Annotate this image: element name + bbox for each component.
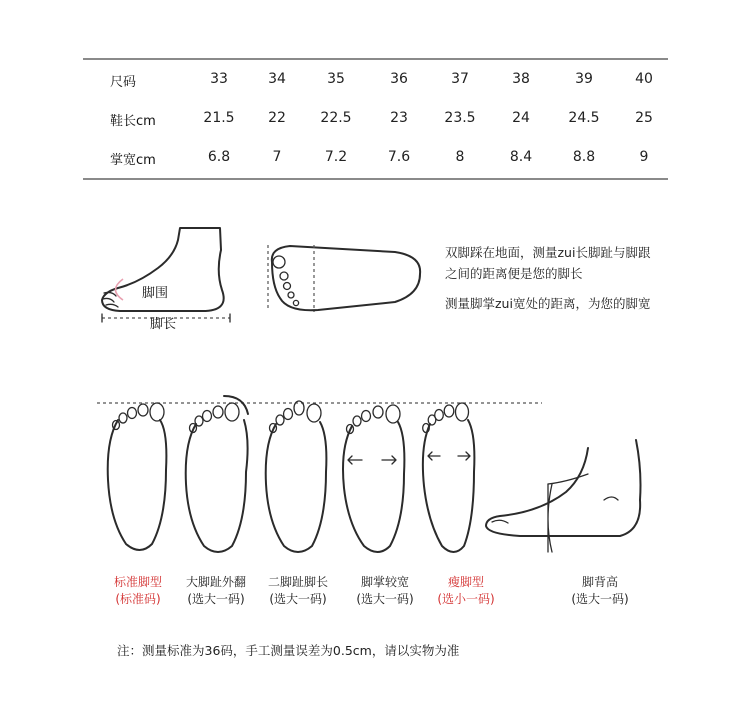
- cell: 7.6: [387, 149, 411, 165]
- cell: 25: [635, 110, 653, 126]
- foot-type-advice: (选小一码): [437, 592, 495, 606]
- foot-type-name: 标准脚型: [113, 575, 162, 589]
- length-label: 脚长: [150, 317, 177, 332]
- foot-standard-drawing: [108, 403, 167, 550]
- foot-type-thin: [421, 574, 511, 608]
- cell: 8.4: [509, 149, 533, 165]
- cell: 9: [639, 149, 649, 165]
- foot-type-wide: [340, 574, 430, 608]
- foot-type-advice: (选大一码): [187, 592, 245, 606]
- foot-type-advice: (选大一码): [356, 592, 414, 606]
- foot-type-name: 二脚趾脚长: [267, 575, 328, 589]
- instruction-line-3: 测量脚掌zui宽处的距离，为您的脚宽: [445, 296, 651, 311]
- cell: 24.5: [568, 110, 600, 126]
- cell: 23.5: [444, 110, 476, 126]
- cell: 8.8: [572, 149, 596, 165]
- foot-type-name: 脚掌较宽: [360, 575, 409, 589]
- girth-label: 脚围: [142, 286, 169, 301]
- row-label-width: 掌宽cm: [110, 153, 156, 168]
- instruction-line-2: 之间的距离便是您的脚长: [445, 266, 583, 281]
- foot-bunion-drawing: [186, 396, 248, 552]
- cell: 7: [272, 149, 282, 165]
- row-label-size: 尺码: [110, 75, 137, 90]
- cell: 38: [512, 71, 530, 87]
- cell: 33: [210, 71, 228, 87]
- cell: 40: [635, 71, 653, 87]
- foot-type-name: 大脚趾外翻: [185, 575, 246, 589]
- foot-type-advice: (选大一码): [269, 592, 327, 606]
- instruction-line-1: 双脚踩在地面，测量zui长脚趾与脚跟: [445, 245, 651, 260]
- measurement-note: 注：测量标准为36码，手工测量误差为0.5cm，请以实物为准: [117, 643, 460, 658]
- cell: 22.5: [320, 110, 352, 126]
- cell: 37: [451, 71, 469, 87]
- top-foot-drawing: [268, 245, 420, 312]
- foot-second-toe-drawing: [266, 401, 327, 552]
- cell: 22: [268, 110, 286, 126]
- cell: 39: [575, 71, 593, 87]
- cell: 35: [327, 71, 345, 87]
- cell: 6.8: [207, 149, 231, 165]
- cell: 8: [455, 149, 465, 165]
- foot-type-advice: (选大一码): [571, 592, 629, 606]
- cell: 21.5: [203, 110, 235, 126]
- foot-type-high-instep: [555, 574, 645, 608]
- foot-type-standard: [93, 574, 183, 608]
- foot-type-advice: (标准码): [115, 592, 161, 606]
- foot-thin-drawing: [423, 403, 475, 552]
- foot-wide-drawing: [343, 405, 404, 552]
- foot-type-name: 脚背高: [581, 575, 618, 589]
- side-foot-drawing: [102, 228, 230, 322]
- cell: 7.2: [324, 149, 348, 165]
- cell: 36: [390, 71, 408, 87]
- cell: 23: [390, 110, 408, 126]
- cell: 24: [512, 110, 530, 126]
- foot-type-name: 瘦脚型: [447, 575, 484, 589]
- foot-type-second-toe: [253, 574, 343, 608]
- foot-type-bunion: [171, 574, 261, 608]
- row-label-length: 鞋长cm: [110, 114, 156, 129]
- cell: 34: [268, 71, 286, 87]
- foot-high-instep-drawing: [486, 440, 641, 552]
